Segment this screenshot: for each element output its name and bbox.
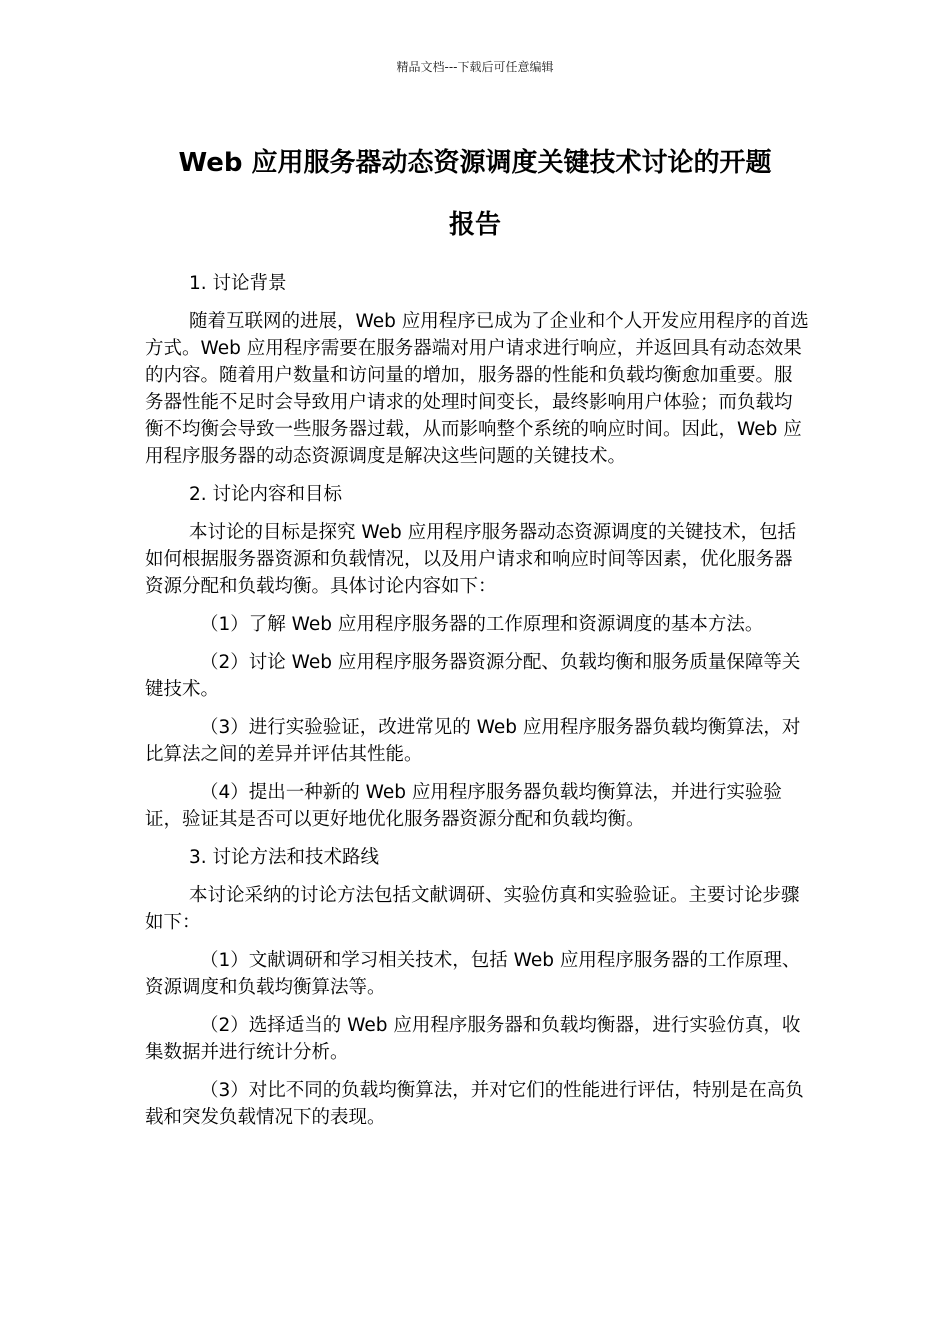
section-3-item: （2）选择适当的 Web 应用程序服务器和负载均衡器，进行实验仿真，收集数据并进行统计分析。 xyxy=(145,1015,801,1063)
section-1-heading: 1. 讨论背景 xyxy=(189,273,287,294)
title-line-2: 报告 xyxy=(448,210,501,240)
section-3-heading: 3. 讨论方法和技术路线 xyxy=(189,847,380,868)
section-2-paragraph: 本讨论的目标是探究 Web 应用程序服务器动态资源调度的关键技术，包括如何根据服务器资源和负载情况，以及用户请求和响应时间等因素，优化服务器资源分配和负载均衡。具体讨论内容如下： xyxy=(145,522,797,597)
page-header: 精品文档---下载后可任意编辑 xyxy=(396,60,554,74)
section-3-item: （3）对比不同的负载均衡算法，并对它们的性能进行评估，特别是在高负载和突发负载情况下的表现。 xyxy=(145,1080,804,1128)
section-2-item: （3）进行实验验证，改进常见的 Web 应用程序服务器负载均衡算法，对比算法之间的差异并评估其性能。 xyxy=(145,717,801,765)
section-2-item: （2）讨论 Web 应用程序服务器资源分配、负载均衡和服务质量保障等关键技术。 xyxy=(145,652,801,700)
section-2-item: （4）提出一种新的 Web 应用程序服务器负载均衡算法，并进行实验验证，验证其是否可以更好地优化服务器资源分配和负载均衡。 xyxy=(145,782,782,830)
section-3-paragraph: 本讨论采纳的讨论方法包括文献调研、实验仿真和实验验证。主要讨论步骤如下： xyxy=(145,885,800,933)
section-2-heading: 2. 讨论内容和目标 xyxy=(189,484,343,505)
document-title xyxy=(140,132,810,256)
title-line-1: Web 应用服务器动态资源调度关键技术讨论的开题 xyxy=(178,148,772,178)
document-body xyxy=(145,270,810,1142)
section-2-item: （1）了解 Web 应用程序服务器的工作原理和资源调度的基本方法。 xyxy=(200,614,764,635)
section-3-item: （1）文献调研和学习相关技术，包括 Web 应用程序服务器的工作原理、资源调度和负载均衡算法等。 xyxy=(145,950,801,998)
section-1-paragraph: 随着互联网的进展，Web 应用程序已成为了企业和个人开发应用程序的首选方式。Web 应用程序需要在服务器端对用户请求进行响应，并返回具有动态效果的内容。随着用户数量和访问量的增加，服务器的性能和负载均衡愈加重要。服务器性能不足时会导致用户请求的处理时间变长，最终影响用户体验；而负载均衡不均衡会导致一些服务器过载，从而影响整个系统的响应时间。因此，Web 应用程序服务器的动态资源调度是解决这些问题的关键技术。 xyxy=(145,311,809,467)
